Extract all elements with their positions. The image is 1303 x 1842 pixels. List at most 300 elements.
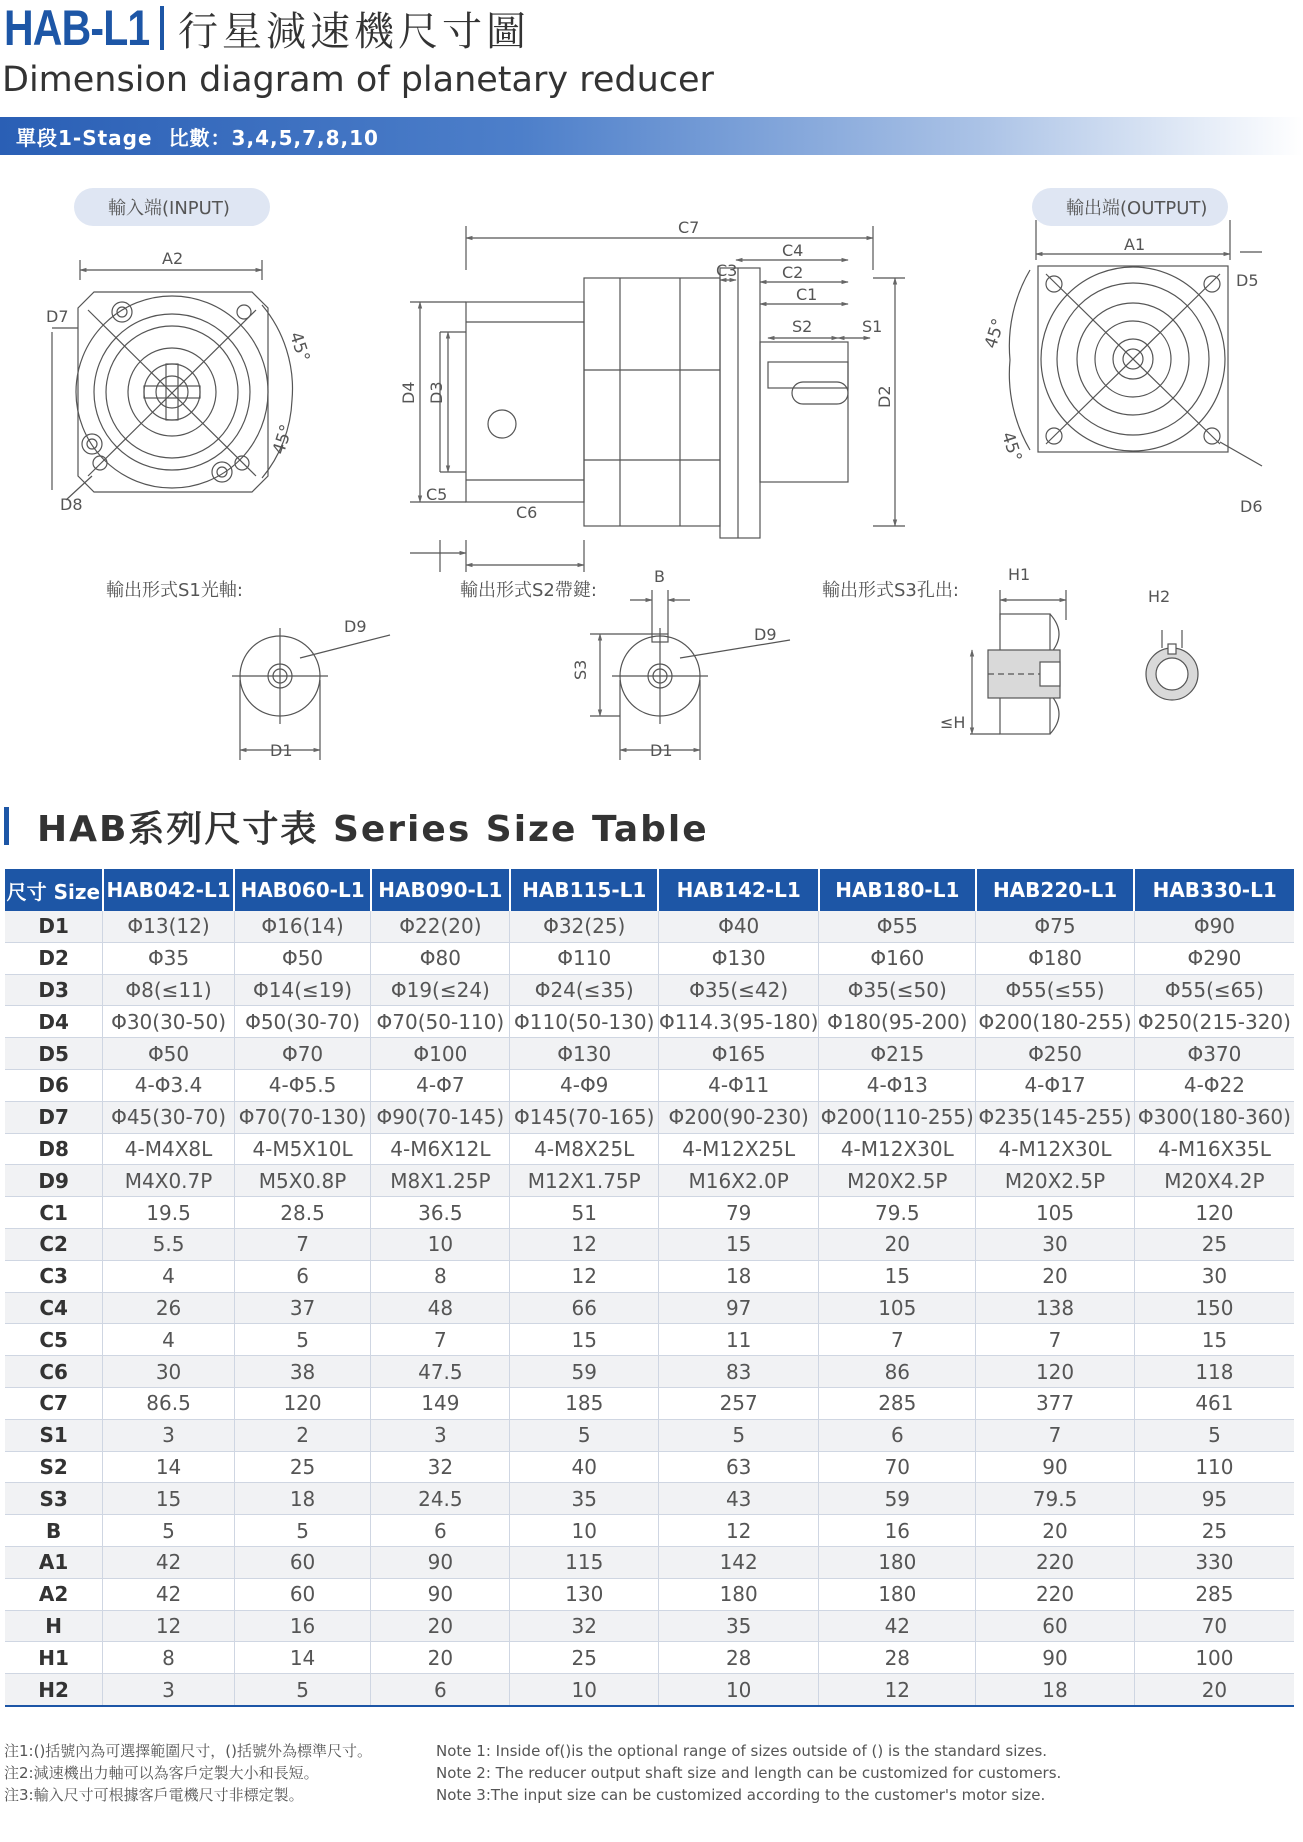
- table-cell: 180: [819, 1578, 976, 1610]
- table-cell: 16: [819, 1515, 976, 1547]
- table-cell: 4-M4X8L: [103, 1133, 235, 1165]
- table-row: [5, 974, 1294, 1006]
- table-cell: 6: [371, 1515, 510, 1547]
- table-cell: Φ160: [819, 942, 976, 974]
- table-cell: 3: [103, 1674, 235, 1706]
- table-cell: Φ200(90-230): [658, 1101, 818, 1133]
- table-cell: Φ180(95-200): [819, 1006, 976, 1038]
- table-cell: 180: [819, 1546, 976, 1578]
- dim-a2: A2: [162, 249, 184, 268]
- row-label: D5: [5, 1038, 103, 1070]
- table-cell: 3: [103, 1419, 235, 1451]
- table-cell: 79.5: [976, 1483, 1135, 1515]
- table-cell: 25: [234, 1451, 370, 1483]
- table-cell: Φ180: [976, 942, 1135, 974]
- dim-s1: S1: [862, 317, 883, 336]
- table-cell: 7: [371, 1324, 510, 1356]
- table-cell: 28: [658, 1642, 818, 1674]
- table-cell: 130: [510, 1578, 658, 1610]
- table-cell: 285: [819, 1387, 976, 1419]
- size-table-heading: [4, 805, 709, 850]
- row-label: D4: [5, 1006, 103, 1038]
- table-cell: Φ50: [103, 1038, 235, 1070]
- table-cell: Φ35(≤42): [658, 974, 818, 1006]
- table-cell: 37: [234, 1292, 370, 1324]
- title-row: [4, 2, 530, 54]
- table-cell: 26: [103, 1292, 235, 1324]
- dim-s3: S3: [571, 659, 590, 680]
- table-row: [5, 911, 1294, 942]
- table-cell: Φ50(30-70): [234, 1006, 370, 1038]
- table-cell: Φ90: [1134, 911, 1294, 942]
- table-cell: 12: [510, 1228, 658, 1260]
- table-cell: Φ32(25): [510, 911, 658, 942]
- table-cell: M16X2.0P: [658, 1165, 818, 1197]
- table-row: [5, 1483, 1294, 1515]
- table-row: [5, 1292, 1294, 1324]
- row-label: C5: [5, 1324, 103, 1356]
- table-cell: 7: [976, 1324, 1135, 1356]
- s3-caption: 輸出形式S3孔出:: [822, 580, 959, 601]
- table-cell: 90: [976, 1451, 1135, 1483]
- angle-label-input-bottom: 45°: [268, 422, 298, 458]
- table-cell: 24.5: [371, 1483, 510, 1515]
- table-cell: 10: [658, 1674, 818, 1706]
- dim-d2: D2: [875, 385, 894, 408]
- table-row: [5, 1006, 1294, 1038]
- dim-c7: C7: [678, 218, 700, 237]
- row-label: H1: [5, 1642, 103, 1674]
- table-cell: 35: [658, 1610, 818, 1642]
- table-cell: 40: [510, 1451, 658, 1483]
- table-row: [5, 1038, 1294, 1070]
- dim-d1-s2: D1: [650, 741, 673, 760]
- table-cell: Φ200(180-255): [976, 1006, 1135, 1038]
- table-cell: Φ100: [371, 1038, 510, 1070]
- ratio-label: 比數：3,4,5,7,8,10: [168, 125, 379, 150]
- table-cell: 330: [1134, 1546, 1294, 1578]
- dim-c2: C2: [782, 263, 804, 282]
- table-cell: 4: [103, 1260, 235, 1292]
- table-cell: 5: [510, 1419, 658, 1451]
- table-cell: 5: [234, 1515, 370, 1547]
- output-label: 輸出端(OUTPUT): [1066, 198, 1208, 219]
- table-row: [5, 1578, 1294, 1610]
- row-label: D9: [5, 1165, 103, 1197]
- table-cell: 11: [658, 1324, 818, 1356]
- col-header: HAB090-L1: [371, 869, 510, 911]
- dim-b: B: [654, 567, 665, 586]
- table-cell: Φ70: [234, 1038, 370, 1070]
- note-cn-1: 注1:()括號內為可選擇範圍尺寸，()括號外為標準尺寸。: [4, 1742, 373, 1760]
- table-row: [5, 1101, 1294, 1133]
- table-cell: 35: [510, 1483, 658, 1515]
- table-cell: 14: [234, 1642, 370, 1674]
- table-row: [5, 1674, 1294, 1706]
- table-cell: 18: [658, 1260, 818, 1292]
- table-cell: Φ110(50-130): [510, 1006, 658, 1038]
- col-header: HAB330-L1: [1134, 869, 1294, 911]
- note-en-3: Note 3:The input size can be customized according to the customer's motor size.: [436, 1786, 1046, 1804]
- table-row: [5, 1133, 1294, 1165]
- angle-label-output-bottom: 45°: [997, 429, 1026, 465]
- table-cell: 32: [371, 1451, 510, 1483]
- table-cell: Φ290: [1134, 942, 1294, 974]
- table-cell: 120: [976, 1356, 1135, 1388]
- table-cell: 42: [103, 1578, 235, 1610]
- table-cell: 95: [1134, 1483, 1294, 1515]
- table-row: [5, 1419, 1294, 1451]
- table-cell: 83: [658, 1356, 818, 1388]
- dim-a1: A1: [1124, 235, 1146, 254]
- table-cell: 12: [819, 1674, 976, 1706]
- table-cell: Φ35(≤50): [819, 974, 976, 1006]
- heading-accent-bar: [4, 807, 9, 845]
- table-cell: Φ250(215-320): [1134, 1006, 1294, 1038]
- table-cell: Φ70(70-130): [234, 1101, 370, 1133]
- table-cell: 120: [234, 1387, 370, 1419]
- col-header: HAB142-L1: [658, 869, 818, 911]
- table-cell: 20: [976, 1515, 1135, 1547]
- table-cell: Φ19(≤24): [371, 974, 510, 1006]
- input-label: 輸入端(INPUT): [108, 198, 230, 219]
- row-label: D3: [5, 974, 103, 1006]
- table-cell: 90: [371, 1546, 510, 1578]
- table-cell: 8: [371, 1260, 510, 1292]
- table-cell: Φ30(30-50): [103, 1006, 235, 1038]
- table-cell: M4X0.7P: [103, 1165, 235, 1197]
- table-cell: 110: [1134, 1451, 1294, 1483]
- table-row: [5, 1610, 1294, 1642]
- table-cell: Φ250: [976, 1038, 1135, 1070]
- table-cell: Φ200(110-255): [819, 1101, 976, 1133]
- dim-h: ≤H: [940, 713, 966, 732]
- table-cell: 10: [510, 1515, 658, 1547]
- table-cell: 19.5: [103, 1197, 235, 1229]
- dim-h2: H2: [1148, 587, 1171, 606]
- row-label: D7: [5, 1101, 103, 1133]
- table-cell: 63: [658, 1451, 818, 1483]
- table-row: [5, 1069, 1294, 1101]
- table-cell: Φ110: [510, 942, 658, 974]
- table-cell: 59: [510, 1356, 658, 1388]
- table-cell: 18: [234, 1483, 370, 1515]
- row-label: S3: [5, 1483, 103, 1515]
- table-cell: Φ80: [371, 942, 510, 974]
- table-cell: 7: [976, 1419, 1135, 1451]
- table-cell: 461: [1134, 1387, 1294, 1419]
- table-cell: 5.5: [103, 1228, 235, 1260]
- stage-label: 單段1-Stage: [16, 125, 153, 150]
- table-row: [5, 1197, 1294, 1229]
- table-cell: 138: [976, 1292, 1135, 1324]
- table-cell: Φ90(70-145): [371, 1101, 510, 1133]
- table-cell: Φ70(50-110): [371, 1006, 510, 1038]
- table-cell: 4-M5X10L: [234, 1133, 370, 1165]
- dim-d6: D6: [1240, 497, 1263, 516]
- table-cell: 5: [658, 1419, 818, 1451]
- table-cell: 6: [371, 1674, 510, 1706]
- col-header: HAB042-L1: [103, 869, 235, 911]
- table-cell: Φ75: [976, 911, 1135, 942]
- table-cell: 10: [510, 1674, 658, 1706]
- table-cell: 142: [658, 1546, 818, 1578]
- table-cell: 60: [234, 1578, 370, 1610]
- table-cell: 14: [103, 1451, 235, 1483]
- table-cell: 70: [819, 1451, 976, 1483]
- table-cell: 4-M6X12L: [371, 1133, 510, 1165]
- table-row: [5, 1260, 1294, 1292]
- table-cell: M20X2.5P: [819, 1165, 976, 1197]
- table-cell: 79: [658, 1197, 818, 1229]
- table-cell: 60: [234, 1546, 370, 1578]
- table-cell: 6: [819, 1419, 976, 1451]
- table-cell: 42: [819, 1610, 976, 1642]
- table-cell: 15: [510, 1324, 658, 1356]
- col-header: HAB220-L1: [976, 869, 1135, 911]
- table-cell: 16: [234, 1610, 370, 1642]
- table-cell: 5: [234, 1674, 370, 1706]
- table-row: [5, 1165, 1294, 1197]
- dimension-drawing: [0, 160, 1303, 790]
- table-cell: 38: [234, 1356, 370, 1388]
- table-cell: 30: [103, 1356, 235, 1388]
- table-cell: 25: [1134, 1515, 1294, 1547]
- table-cell: 2: [234, 1419, 370, 1451]
- dim-c3: C3: [716, 261, 738, 280]
- row-label: B: [5, 1515, 103, 1547]
- table-cell: 5: [103, 1515, 235, 1547]
- table-cell: 220: [976, 1578, 1135, 1610]
- row-label: D2: [5, 942, 103, 974]
- dim-d7: D7: [46, 307, 69, 326]
- dim-c5: C5: [426, 485, 448, 504]
- note-cn-2: 注2:減速機出力軸可以為客戶定製大小和長短。: [4, 1764, 319, 1782]
- table-cell: 4-Φ5.5: [234, 1069, 370, 1101]
- table-cell: 257: [658, 1387, 818, 1419]
- table-cell: 25: [510, 1642, 658, 1674]
- row-label: C7: [5, 1387, 103, 1419]
- table-cell: Φ13(12): [103, 911, 235, 942]
- table-cell: 4-Φ17: [976, 1069, 1135, 1101]
- table-cell: 105: [976, 1197, 1135, 1229]
- row-label: A2: [5, 1578, 103, 1610]
- table-cell: M20X2.5P: [976, 1165, 1135, 1197]
- row-label: C3: [5, 1260, 103, 1292]
- table-cell: M20X4.2P: [1134, 1165, 1294, 1197]
- dim-d5: D5: [1236, 271, 1259, 290]
- table-row: [5, 942, 1294, 974]
- table-cell: Φ300(180-360): [1134, 1101, 1294, 1133]
- table-row: [5, 1642, 1294, 1674]
- table-cell: 90: [371, 1578, 510, 1610]
- table-cell: 220: [976, 1546, 1135, 1578]
- angle-label-input-top: 45°: [285, 329, 314, 365]
- table-cell: 43: [658, 1483, 818, 1515]
- table-cell: Φ215: [819, 1038, 976, 1070]
- table-cell: 20: [371, 1642, 510, 1674]
- table-cell: Φ45(30-70): [103, 1101, 235, 1133]
- table-cell: 15: [819, 1260, 976, 1292]
- table-cell: Φ55(≤55): [976, 974, 1135, 1006]
- table-cell: 15: [1134, 1324, 1294, 1356]
- table-header-row: [5, 869, 1294, 911]
- note-en-1: Note 1: Inside of()is the optional range of sizes outside of () is the standard sizes.: [436, 1742, 1048, 1760]
- row-label: D8: [5, 1133, 103, 1165]
- table-cell: 20: [1134, 1674, 1294, 1706]
- row-label: H: [5, 1610, 103, 1642]
- table-cell: 4-M12X30L: [819, 1133, 976, 1165]
- table-cell: 12: [103, 1610, 235, 1642]
- table-cell: 4-Φ22: [1134, 1069, 1294, 1101]
- table-cell: 28.5: [234, 1197, 370, 1229]
- dim-c6: C6: [516, 503, 538, 522]
- row-label: S1: [5, 1419, 103, 1451]
- table-cell: 60: [976, 1610, 1135, 1642]
- table-cell: 86: [819, 1356, 976, 1388]
- output-end-view: [1009, 220, 1262, 466]
- table-cell: Φ165: [658, 1038, 818, 1070]
- notes-english: [436, 1740, 1061, 1806]
- dim-h1: H1: [1008, 565, 1031, 584]
- table-cell: Φ145(70-165): [510, 1101, 658, 1133]
- table-cell: Φ14(≤19): [234, 974, 370, 1006]
- dim-s2: S2: [792, 317, 813, 336]
- table-cell: 118: [1134, 1356, 1294, 1388]
- table-cell: M5X0.8P: [234, 1165, 370, 1197]
- s1-shaft-view: [232, 628, 390, 760]
- dim-d9-s2: D9: [754, 625, 777, 644]
- table-row: [5, 1515, 1294, 1547]
- table-row: [5, 1546, 1294, 1578]
- table-cell: 149: [371, 1387, 510, 1419]
- input-end-view: [52, 260, 292, 500]
- table-cell: Φ370: [1134, 1038, 1294, 1070]
- table-cell: Φ35: [103, 942, 235, 974]
- table-cell: 4-Φ3.4: [103, 1069, 235, 1101]
- table-cell: Φ55: [819, 911, 976, 942]
- dim-d1-s1: D1: [270, 741, 293, 760]
- dim-d4: D4: [399, 381, 418, 404]
- table-cell: 7: [819, 1324, 976, 1356]
- row-label: S2: [5, 1451, 103, 1483]
- table-cell: 5: [234, 1324, 370, 1356]
- side-view: [410, 226, 905, 572]
- table-cell: 120: [1134, 1197, 1294, 1229]
- table-cell: Φ114.3(95-180): [658, 1006, 818, 1038]
- angle-label-output-top: 45°: [980, 316, 1010, 352]
- table-cell: 4-Φ13: [819, 1069, 976, 1101]
- dim-c4: C4: [782, 241, 804, 260]
- table-cell: 20: [819, 1228, 976, 1260]
- table-cell: 32: [510, 1610, 658, 1642]
- table-cell: 66: [510, 1292, 658, 1324]
- table-cell: 30: [976, 1228, 1135, 1260]
- table-cell: 12: [510, 1260, 658, 1292]
- table-cell: 4-Φ7: [371, 1069, 510, 1101]
- table-cell: 79.5: [819, 1197, 976, 1229]
- s3-output-view: [970, 590, 1198, 734]
- row-label: C6: [5, 1356, 103, 1388]
- col-header: 尺寸 Size: [5, 869, 103, 911]
- table-cell: 10: [371, 1228, 510, 1260]
- stage-banner: [0, 117, 1303, 155]
- notes-chinese: [4, 1740, 372, 1806]
- table-cell: Φ130: [658, 942, 818, 974]
- table-cell: 180: [658, 1578, 818, 1610]
- table-cell: 150: [1134, 1292, 1294, 1324]
- col-header: HAB115-L1: [510, 869, 658, 911]
- dim-d3: D3: [427, 381, 446, 404]
- dim-d9-s1: D9: [344, 617, 367, 636]
- row-label: D6: [5, 1069, 103, 1101]
- table-body: [5, 911, 1294, 1706]
- table-cell: 185: [510, 1387, 658, 1419]
- table-cell: 28: [819, 1642, 976, 1674]
- row-label: D1: [5, 911, 103, 942]
- table-cell: 47.5: [371, 1356, 510, 1388]
- table-cell: 20: [371, 1610, 510, 1642]
- s1-caption: 輸出形式S1光軸:: [106, 580, 243, 601]
- size-table: [5, 869, 1294, 1707]
- table-cell: 15: [103, 1483, 235, 1515]
- s2-shaft-view: [590, 590, 790, 760]
- table-cell: 86.5: [103, 1387, 235, 1419]
- table-row: [5, 1387, 1294, 1419]
- table-cell: 7: [234, 1228, 370, 1260]
- table-cell: 115: [510, 1546, 658, 1578]
- table-cell: 4: [103, 1324, 235, 1356]
- table-cell: 70: [1134, 1610, 1294, 1642]
- table-cell: M8X1.25P: [371, 1165, 510, 1197]
- english-title: Dimension diagram of planetary reducer: [2, 60, 714, 100]
- table-cell: 25: [1134, 1228, 1294, 1260]
- table-cell: 48: [371, 1292, 510, 1324]
- model-name: HAB-L1: [4, 0, 150, 56]
- table-row: [5, 1324, 1294, 1356]
- table-cell: Φ40: [658, 911, 818, 942]
- table-cell: 30: [1134, 1260, 1294, 1292]
- table-cell: 5: [1134, 1419, 1294, 1451]
- table-cell: 59: [819, 1483, 976, 1515]
- table-cell: 6: [234, 1260, 370, 1292]
- size-table-title: HAB系列尺寸表 Series Size Table: [37, 808, 709, 850]
- row-label: A1: [5, 1546, 103, 1578]
- row-label: C1: [5, 1197, 103, 1229]
- table-cell: 97: [658, 1292, 818, 1324]
- col-header: HAB060-L1: [234, 869, 370, 911]
- row-label: C4: [5, 1292, 103, 1324]
- table-cell: Φ235(145-255): [976, 1101, 1135, 1133]
- table-cell: Φ22(20): [371, 911, 510, 942]
- chinese-title: 行星減速機尺寸圖: [178, 8, 530, 55]
- table-cell: Φ24(≤35): [510, 974, 658, 1006]
- table-cell: Φ55(≤65): [1134, 974, 1294, 1006]
- table-cell: 4-M12X30L: [976, 1133, 1135, 1165]
- table-cell: 4-Φ11: [658, 1069, 818, 1101]
- table-cell: 285: [1134, 1578, 1294, 1610]
- note-cn-3: 注3:輸入尺寸可根據客戶電機尺寸非標定製。: [4, 1786, 304, 1804]
- table-cell: M12X1.75P: [510, 1165, 658, 1197]
- table-cell: 36.5: [371, 1197, 510, 1229]
- table-cell: 15: [658, 1228, 818, 1260]
- table-cell: 4-M16X35L: [1134, 1133, 1294, 1165]
- note-en-2: Note 2: The reducer output shaft size and length can be customized for customers.: [436, 1764, 1062, 1782]
- row-label: H2: [5, 1674, 103, 1706]
- dim-d8: D8: [60, 495, 83, 514]
- table-cell: 18: [976, 1674, 1135, 1706]
- s2-caption: 輸出形式S2帶鍵:: [460, 580, 597, 601]
